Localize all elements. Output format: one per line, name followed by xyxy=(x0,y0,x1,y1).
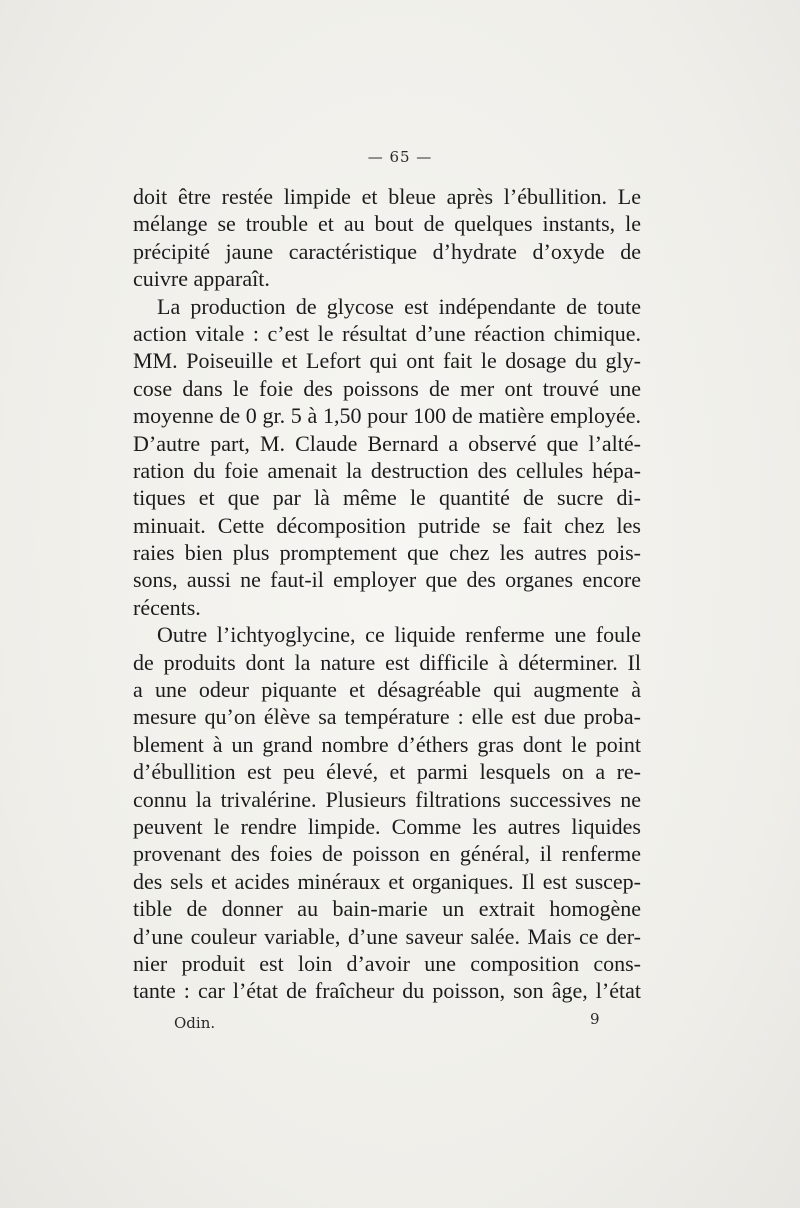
text-line: de produits dont la nature est difficile à déterminer. Il xyxy=(133,649,641,675)
text-line: MM. Poiseuille et Lefort qui ont fait le dosage du gly- xyxy=(133,348,641,374)
text-line: d’ébullition est peu élevé, et parmi lesquels on a re- xyxy=(133,759,641,785)
text-line: blement à un grand nombre d’éthers gras dont le point xyxy=(133,731,641,757)
text-line: peuvent le rendre limpide. Comme les autres liquides xyxy=(133,813,641,839)
text-line: connu la trivalérine. Plusieurs filtrations successives ne xyxy=(133,786,641,812)
text-line: mesure qu’on élève sa température : elle est due proba- xyxy=(133,704,641,730)
text-line: des sels et acides minéraux et organiques. Il est suscep- xyxy=(133,868,641,894)
text-line: action vitale : c’est le résultat d’une réaction chimique. xyxy=(133,320,641,346)
text-line: minuait. Cette décomposition putride se fait chez les xyxy=(133,512,641,538)
text-line: tiques et que par là même le quantité de sucre di- xyxy=(133,485,641,511)
text-line: cuivre apparaît. xyxy=(133,266,270,292)
body-text xyxy=(133,183,641,1005)
text-line: d’une couleur variable, d’une saveur salée. Mais ce der- xyxy=(133,923,641,949)
text-line: doit être restée limpide et bleue après l’ébullition. Le xyxy=(133,184,641,209)
text-line: D’autre part, M. Claude Bernard a observé que l’alté- xyxy=(133,430,641,456)
text-line: a une odeur piquante et désagréable qui augmente à xyxy=(133,677,641,703)
signature-mark: Odin. xyxy=(174,1014,216,1032)
text-line: cose dans le foie des poissons de mer ont trouvé une xyxy=(133,375,641,401)
text-line: nier produit est loin d’avoir une composition cons- xyxy=(133,950,641,976)
text-line: moyenne de 0 gr. 5 à 1,50 pour 100 de matière employée. xyxy=(133,403,641,429)
text-line: Outre l’ichtyoglycine, ce liquide renferme une foule xyxy=(157,622,641,648)
text-line: précipité jaune caractéristique d’hydrate d’oxyde de xyxy=(133,238,641,264)
text-line: ration du foie amenait la destruction des cellules hépa- xyxy=(133,457,641,483)
page-number: — 65 — xyxy=(367,148,433,166)
text-line: récents. xyxy=(133,594,201,620)
text-line: La production de glycose est indépendante de toute xyxy=(157,293,641,319)
text-line: raies bien plus promptement que chez les autres pois- xyxy=(133,540,641,566)
text-line: sons, aussi ne faut-il employer que des organes encore xyxy=(133,567,641,593)
text-line: mélange se trouble et au bout de quelques instants, le xyxy=(133,211,641,237)
text-line: tible de donner au bain-marie un extrait homogène xyxy=(133,896,641,922)
text-line: tante : car l’état de fraîcheur du poisson, son âge, l’état xyxy=(133,978,641,1004)
signature-number: 9 xyxy=(590,1010,600,1028)
text-line: provenant des foies de poisson en général, il renferme xyxy=(133,841,641,867)
